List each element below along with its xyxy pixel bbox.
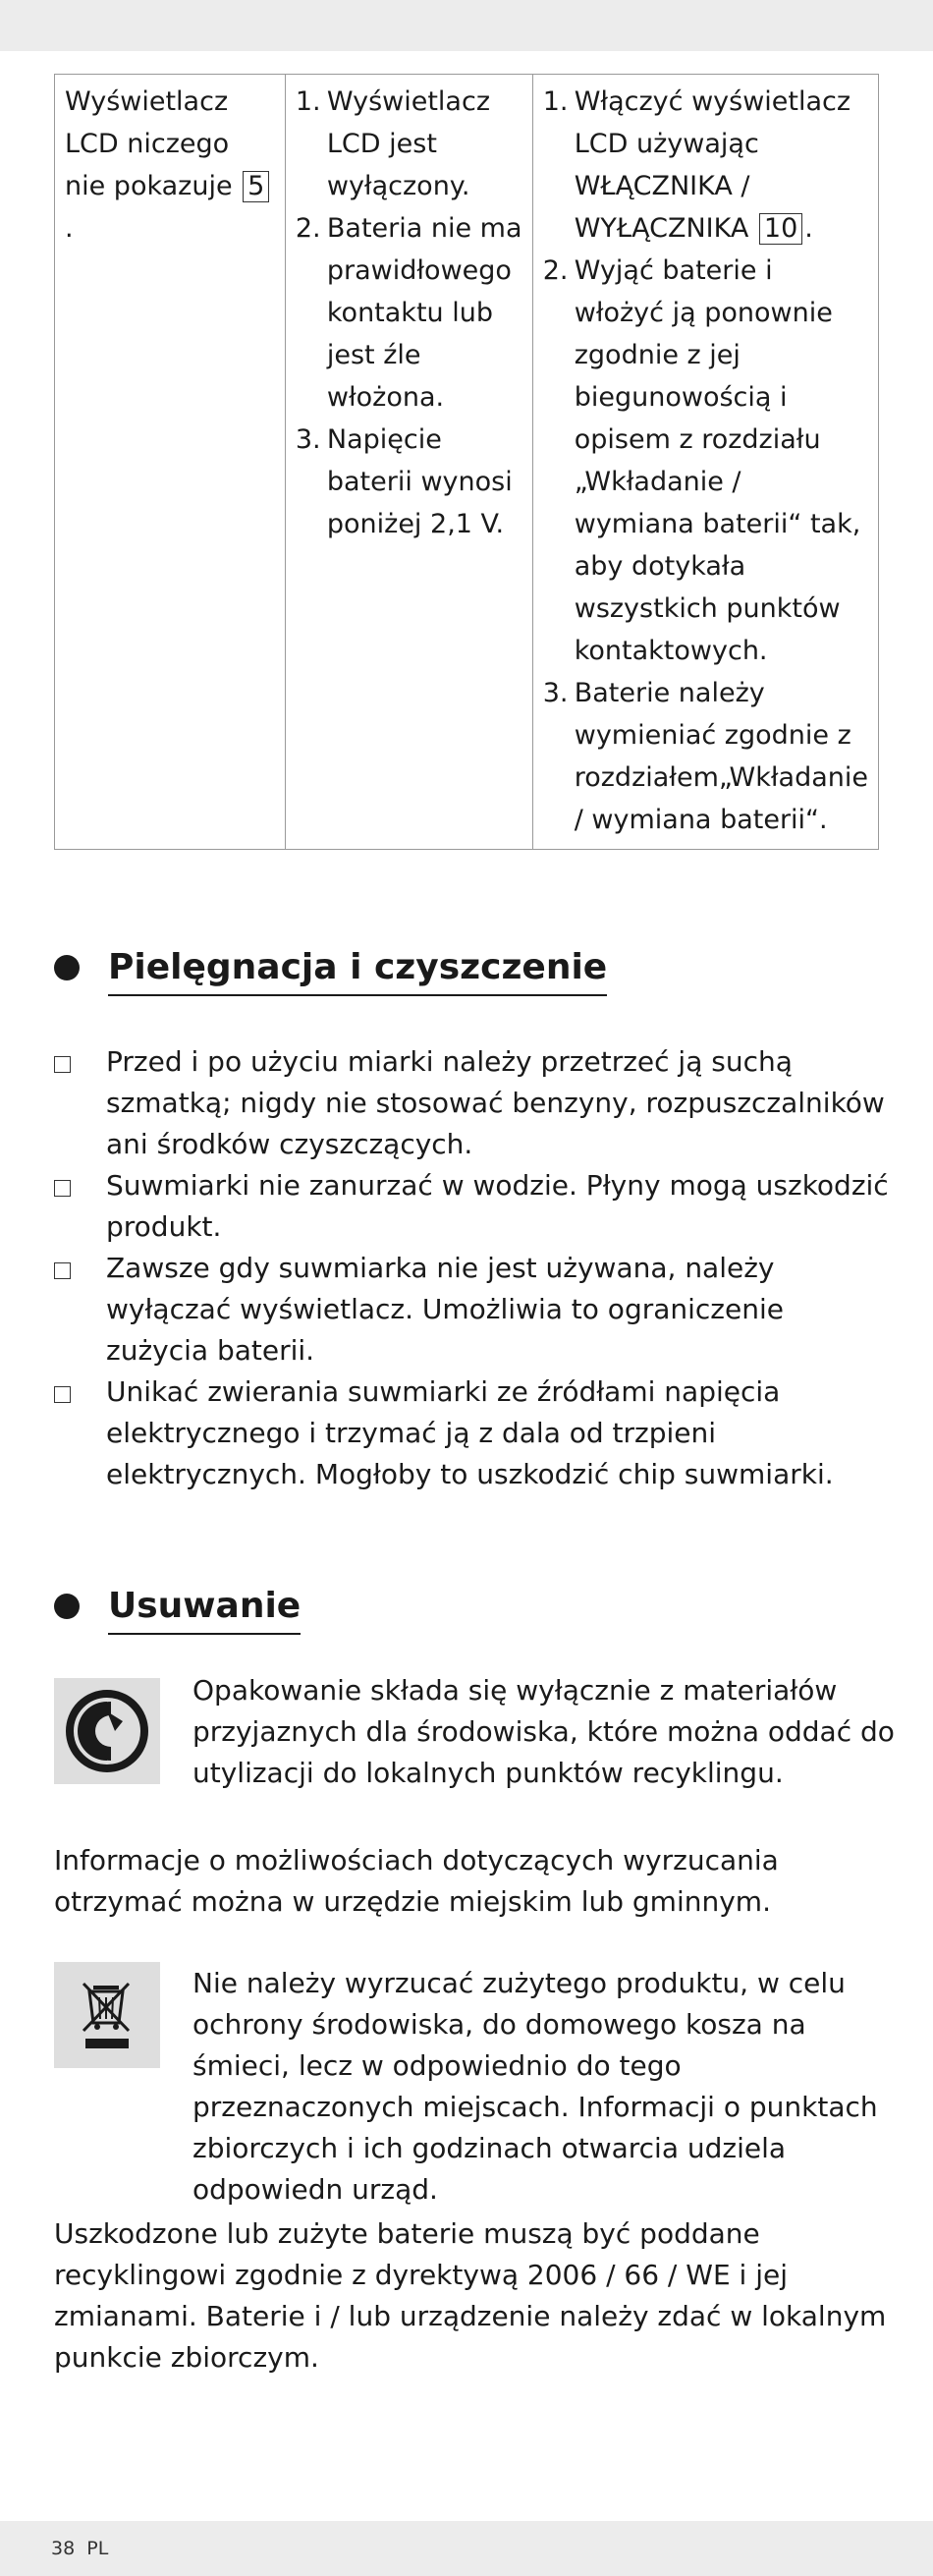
troubleshooting-table [54, 74, 879, 850]
page-number: 38 [51, 2538, 76, 2559]
list-item [296, 419, 522, 545]
list-item [543, 81, 868, 250]
disposal-heading [54, 1582, 301, 1631]
problem-cell [55, 75, 286, 850]
list-text: Unikać zwierania suwmiarki ze źródłami napięcia elektrycznego i trzymać ją z dala od trzpieni elektrycznych. Mogłoby to uszkodzić chip suwmiarki. [106, 1375, 834, 1490]
list-item [296, 207, 522, 419]
bullet-dot-icon [54, 955, 80, 980]
list-item [543, 250, 868, 672]
list-text: Suwmiarki nie zanurzać w wodzie. Płyny mogą uszkodzić produkt. [106, 1169, 889, 1243]
care-heading [54, 943, 607, 992]
list-number: 3. [542, 678, 569, 708]
care-list [54, 1041, 889, 1495]
info-text: Informacje o możliwościach dotyczących wyrzucania otrzymać można w urzędzie miejskim lub gminnym. [54, 1844, 779, 1918]
weee-text: Nie należy wyrzucać zużytego produktu, w celu ochrony środowiska, do domowego kosza na śmieci, lecz w odpowiednio do tego przeznaczonych miejscach. Informacji o punktach zbiorczych i ich godzinach otwarcia udziela odpowiedn urząd. [192, 1967, 878, 2206]
checkbox-bullet-icon [54, 1262, 71, 1279]
list-item [54, 1248, 889, 1372]
list-number: 2. [295, 213, 321, 244]
list-number: 2. [542, 255, 569, 286]
list-number: 1. [295, 86, 321, 117]
list-item [54, 1165, 889, 1248]
heading-text: Pielęgnacja i czyszczenie [108, 947, 608, 987]
language-code: PL [86, 2538, 109, 2559]
list-text: Przed i po użyciu miarki należy przetrzeć ją suchą szmatką; nigdy nie stosować benzyny, rozpuszczalników ani środków czyszczących. [106, 1045, 885, 1160]
ref-number: 5 [243, 171, 269, 202]
cause-cell [285, 75, 532, 850]
solution-cell [532, 75, 878, 850]
top-band [0, 0, 933, 51]
list-item [296, 81, 522, 207]
list-text: Wyświetlacz LCD jest wyłączony. [326, 86, 490, 201]
checkbox-bullet-icon [54, 1056, 71, 1073]
list-number: 1. [542, 86, 569, 117]
battery-text: Uszkodzone lub zużyte baterie muszą być poddane recyklingowi zgodnie z dyrektywą 2006 / 66 / WE i jej zmianami. Baterie i / lub urządzenie należy zdać w lokalnym punkcie zbiorczym. [54, 2217, 887, 2374]
footer-band [0, 2521, 933, 2576]
list-item [54, 1041, 889, 1165]
heading-underline [108, 1633, 301, 1635]
problem-text: Wyświetlacz LCD niczego nie pokazuje [65, 86, 233, 201]
page-footer [51, 2523, 108, 2574]
list-item [54, 1372, 889, 1495]
packaging-text: Opakowanie składa się wyłącznie z materiałów przyjaznych dla środowiska, które można oddać do utylizacji do lokalnych punktów recyklingu. [192, 1674, 895, 1789]
list-item [543, 672, 868, 841]
list-text: Zawsze gdy suwmiarka nie jest używana, należy wyłączać wyświetlacz. Umożliwia to ograniczenie zużycia baterii. [106, 1252, 784, 1367]
list-number: 3. [295, 424, 321, 455]
list-text: Wyjąć baterie i włożyć ją ponownie zgodnie z jej biegunowością i opisem z rozdziału „Wkładanie / wymiana baterii“ tak, aby dotykała wszystkich punktów kontaktowych. [574, 255, 861, 666]
heading-underline [108, 994, 607, 996]
checkbox-bullet-icon [54, 1180, 71, 1197]
list-text: Napięcie baterii wynosi poniżej 2,1 V. [326, 424, 513, 539]
heading-text: Usuwanie [108, 1586, 302, 1626]
list-text: Baterie należy wymieniać zgodnie z rozdziałem„Wkładanie / wymiana baterii“. [574, 678, 868, 835]
list-text: Włączyć wyświetlacz LCD używając WŁĄCZNIKA / WYŁĄCZNIKA [574, 86, 851, 244]
green-dot-recycling-icon [54, 1678, 160, 1784]
punctuation: . [65, 213, 74, 244]
checkbox-bullet-icon [54, 1386, 71, 1403]
table-row [55, 75, 879, 850]
crossed-out-bin-icon [54, 1962, 160, 2068]
ref-number: 10 [759, 213, 802, 245]
bullet-dot-icon [54, 1594, 80, 1619]
list-text: Bateria nie ma prawidłowego kontaktu lub jest źle włożona. [326, 213, 522, 413]
punctuation: . [804, 213, 813, 244]
